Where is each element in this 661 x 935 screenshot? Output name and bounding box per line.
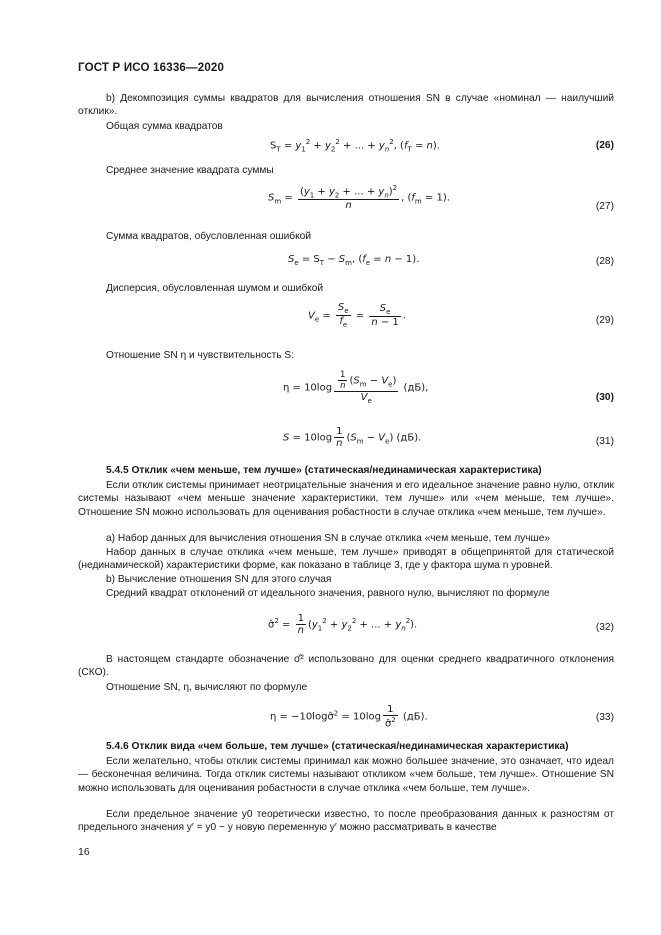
paragraph-sn-ratio: Отношение SN η и чувствительность S:	[106, 350, 295, 361]
equation-number-33: (33)	[595, 712, 614, 723]
paragraph-b-decomposition: b) Декомпозиция суммы квадратов для вычисления отношения SN в случае «номинал — наилучший отклик».	[78, 93, 614, 118]
heading-5-4-5: 5.4.5 Отклик «чем меньше, тем лучше» (статическая/нединамическая характеристика)	[106, 465, 542, 476]
paragraph-545-intro: Если отклик системы принимает неотрицательные значения и его идеальное значение равно нулю, отклик системы называют «чем меньше значение характеристики, тем лучше» или «чем меньше, тем лучше». Отношение SN можно использовать для оценивания робастности в случае отклика «чем меньше, тем лучше».	[78, 480, 614, 518]
equation-number-32: (32)	[595, 622, 614, 633]
equation-number-28: (28)	[595, 256, 614, 267]
equation-number-31: (31)	[595, 436, 614, 447]
paragraph-546-intro: Если желательно, чтобы отклик системы принимал как можно большее значение, это означает, что идеал — бесконечная величина. Тогда отклик системы называют откликом «чем больше, тем лучше». Отношение SN можно использовать для оценивания робастности в случае отклика «чем больше, тем лучше».	[78, 756, 614, 794]
paragraph-total-sum: Общая сумма квадратов	[106, 121, 223, 132]
page-header-title: ГОСТ Р ИСО 16336—2020	[78, 62, 225, 74]
paragraph-545-a: a) Набор данных для вычисления отношения SN в случае отклика «чем меньше, тем лучше»	[106, 533, 551, 544]
paragraph-error-sum: Сумма квадратов, обусловленная ошибкой	[106, 231, 312, 242]
paragraph-mean-square: Среднее значение квадрата суммы	[106, 165, 274, 176]
page-number: 16	[78, 846, 90, 858]
paragraph-545-b: b) Вычисление отношения SN для этого случая	[106, 574, 332, 585]
equation-number-30: (30)	[595, 392, 614, 403]
equation-30: η = 10log $\frac{1}{n}$ $(S_m - V_e)$ $V_e$ (дБ),	[283, 370, 429, 405]
equation-number-29: (29)	[595, 315, 614, 326]
equation-27: $S_m$ = $\frac{(y_1 + y_2 + ... + y_n)^2}{n}$ , $(f_m = 1)$.	[268, 184, 450, 212]
paragraph-545-dataset: Набор данных в случае отклика «чем меньше, тем лучше» приводят в общепринятой для статической (нединамической) характеристики форме, как показано в таблице 3, где у фактора шума n уровней.	[78, 547, 614, 572]
heading-5-4-6: 5.4.6 Отклик вида «чем больше, тем лучше» (статическая/нединамическая характеристика)	[106, 741, 569, 752]
equation-number-27: (27)	[595, 201, 614, 212]
paragraph-545-note: В настоящем стандарте обозначение σ̂² использовано для оценки среднего квадратичного отклонения (СКО).	[78, 654, 614, 679]
equation-29: $V_e$ = $\frac{S_e}{f_e}$ = $\frac{S_e}{n - 1}$ .	[308, 302, 406, 329]
paragraph-variance: Дисперсия, обусловленная шумом и ошибкой	[106, 283, 324, 294]
paragraph-546-limit: Если предельное значение y0 теоретически известно, то после преобразования данных к разностям от предельного значения y′ = y0 − y новую переменную y′ можно рассматривать в качестве	[78, 809, 614, 834]
equation-number-26: (26)	[595, 140, 614, 151]
paragraph-545-mean-deviation: Средний квадрат отклонений от идеального значения, равного нулю, вычисляют по формуле	[106, 588, 550, 599]
equation-31: S = 10log $\frac{1}{n}$ $(S_m - V_e)$ (дБ).	[283, 426, 422, 449]
paragraph-545-sn: Отношение SN, η, вычисляют по формуле	[106, 682, 308, 693]
equation-28: $S_e = S_T - S_m$, $(f_e = n - 1)$.	[288, 254, 420, 267]
equation-33: η = −10logσ̂$^2$ = 10log $\frac{1}{\sigmâ^2}$ (дБ).	[270, 704, 428, 730]
equation-26: $S_T = y_1^2 + y_2^2$ + ... + $y_n^2$, $(f_T = n)$.	[270, 138, 440, 154]
equation-32: σ̂$^2$ = $\frac{1}{n}$ ($y_1^2 + y_2^2$ + ... + $y_n^2$).	[268, 613, 418, 636]
